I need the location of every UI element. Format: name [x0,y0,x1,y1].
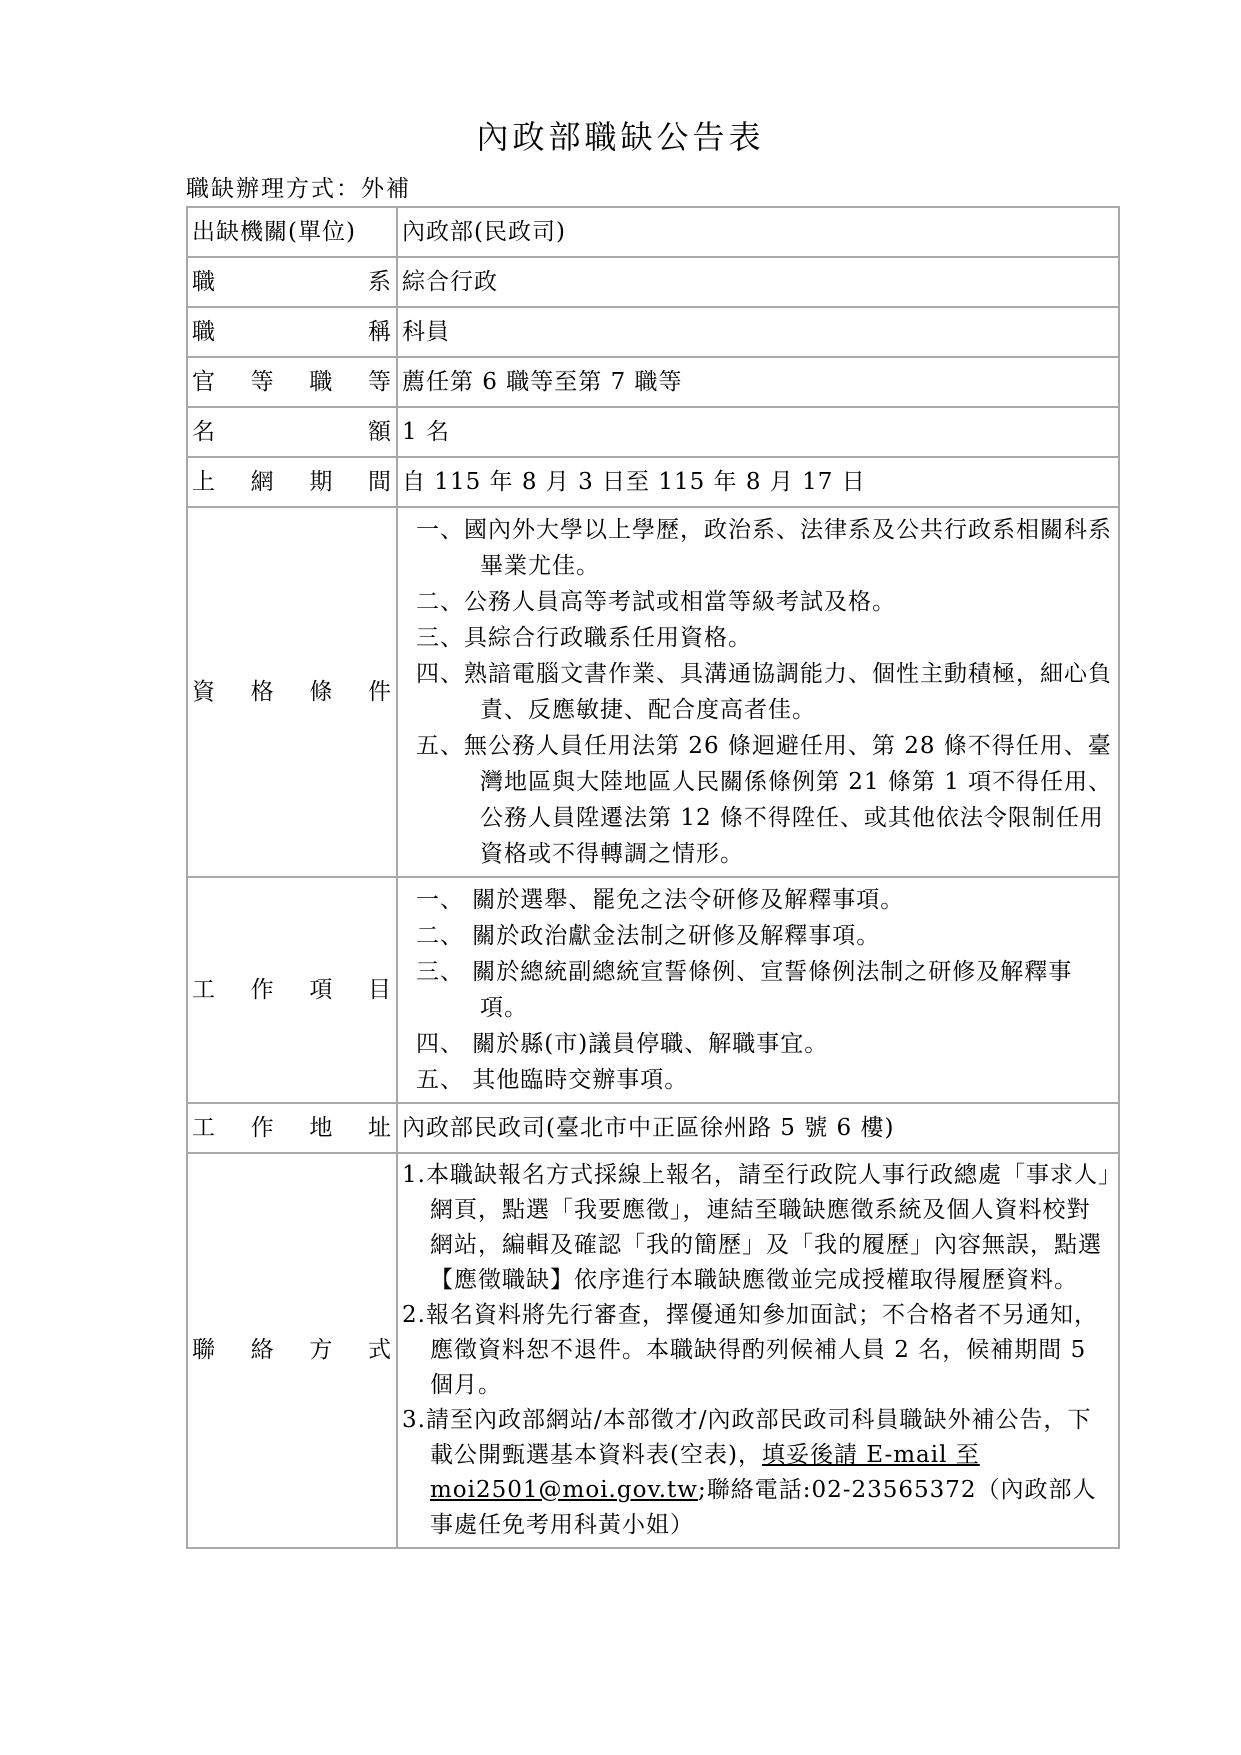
work-items-list [416,882,1114,1098]
spread-label [192,1333,392,1368]
label-char: 式 [367,1337,392,1364]
row-label [187,407,397,457]
list-item: 三、具綜合行政職系任用資格。 [416,625,752,651]
row-label [187,357,397,407]
spread-label [192,1111,392,1146]
row-label [187,1103,397,1153]
label-char: 上 [192,468,216,495]
row-value: 科員 [397,307,1119,357]
contact-row [187,1153,1119,1548]
label-char: 地 [309,1114,334,1141]
row-value: 綜合行政 [397,257,1119,307]
list-item: 二、 關於政治獻金法制之研修及解釋事項。 [416,923,881,949]
table-row [187,357,1119,407]
qualifications-cell [397,507,1119,877]
row-label [187,257,397,307]
spread-label [192,365,392,400]
row-value: 內政部民政司(臺北市中正區徐州路 5 號 6 樓) [397,1103,1119,1153]
spread-label [192,675,392,710]
row-value: 內政部(民政司) [397,207,1119,257]
row-value: 自 115 年 8 月 3 日至 115 年 8 月 17 日 [397,457,1119,507]
contact-list [402,1158,1114,1543]
contact-phone: ;聯絡電話:02-23565372（內政部人事處任免考用科黃小姐） [430,1477,1097,1538]
email-instruction-link[interactable]: 填妥後請 E-mail 至 moi2501@moi.gov.tw [430,1442,980,1503]
list-item: 三、 關於總統副總統宣誓條例、宣誓條例法制之研修及解釋事項。 [416,959,1073,1021]
label-char: 件 [367,678,392,705]
label-char: 等 [250,368,275,395]
label-char: 絡 [250,1337,275,1364]
list-item: 一、國內外大學以上學歷，政治系、法律系及公共行政系相關科系畢業尤佳。 [416,517,1112,579]
label-char: 期 [309,468,334,495]
list-item: 二、公務人員高等考試或相當等級考試及格。 [416,589,896,615]
table-row [187,1103,1119,1153]
spread-label [192,973,392,1008]
table-row [187,207,1119,257]
spread-label [192,315,392,350]
label-char: 址 [367,1114,392,1141]
qualifications-list [416,512,1114,872]
table-row [187,407,1119,457]
work-items-row [187,877,1119,1103]
label-char: 名 [192,418,216,445]
table-row [187,457,1119,507]
qualifications-row [187,507,1119,877]
list-item: 2.報名資料將先行審查，擇優通知參加面試；不合格者不另通知，應徵資料恕不退件。本職缺得酌列候補人員 2 名，候補期間 5 個月。 [402,1302,1098,1398]
label-char: 官 [192,368,216,395]
list-item: 1.本職缺報名方式採線上報名，請至行政院人事行政總處「事求人」網頁，點選「我要應徵」，連結至職缺應徵系統及個人資料校對網站，編輯及確認「我的簡歷」及「我的履歷」內容無誤，點選【應徵職缺】依序進行本職缺應徵並完成授權取得履歷資料。 [402,1162,1111,1293]
label-char: 工 [192,1114,216,1141]
label-char: 格 [250,678,275,705]
label-char: 資 [192,678,216,705]
row-label [187,877,397,1103]
list-item: 四、熟諳電腦文書作業、具溝通協調能力、個性主動積極，細心負責、反應敏捷、配合度高者佳。 [416,661,1112,723]
label-char: 等 [367,368,392,395]
label-char: 系 [368,268,392,295]
label-char: 項 [309,976,334,1003]
row-value: 1 名 [397,407,1119,457]
table-row [187,257,1119,307]
label-char: 工 [192,976,216,1003]
contact-cell [397,1153,1119,1548]
label-char: 職 [192,268,216,295]
row-label [187,507,397,877]
row-label [187,1153,397,1548]
label-char: 職 [192,318,216,345]
label-char: 職 [309,368,334,395]
label-char: 作 [250,1114,275,1141]
row-value: 薦任第 6 職等至第 7 職等 [397,357,1119,407]
label-char: 條 [309,678,334,705]
label-char: 稱 [368,318,392,345]
row-label [187,307,397,357]
spread-label [192,265,392,300]
label-char: 聯 [192,1337,216,1364]
row-label: 出缺機關(單位) [187,207,397,257]
label-char: 間 [367,468,392,495]
list-item: 五、 其他臨時交辦事項。 [416,1067,689,1093]
list-item: 一、 關於選舉、罷免之法令研修及解釋事項。 [416,887,905,913]
spread-label [192,465,392,500]
work-items-cell [397,877,1119,1103]
list-item: 四、 關於縣(市)議員停職、解職事宜。 [416,1031,829,1057]
table-row [187,307,1119,357]
label-char: 額 [368,418,392,445]
list-item: 五、無公務人員任用法第 26 條迴避任用、第 28 條不得任用、臺灣地區與大陸地區人民關係條例第 21 條第 1 項不得任用、公務人員陞遷法第 12 條不得陞任、或其他依法令限制任用資格或不得轉調之情形。 [416,733,1113,867]
label-char: 網 [250,468,275,495]
vacancy-table [186,206,1120,1549]
label-char: 目 [367,976,392,1003]
recruitment-method: 職缺辦理方式：外補 [186,176,411,202]
page-title: 內政部職缺公告表 [476,118,765,156]
label-char: 作 [250,976,275,1003]
row-label [187,457,397,507]
list-item [402,1403,1114,1543]
label-char: 方 [309,1337,334,1364]
spread-label [192,415,392,450]
contact-text: 3.請至內政部網站/本部徵才/內政部民政司科員職缺外補公告，下載公開甄選基本資料表(空表)， [402,1407,1092,1468]
